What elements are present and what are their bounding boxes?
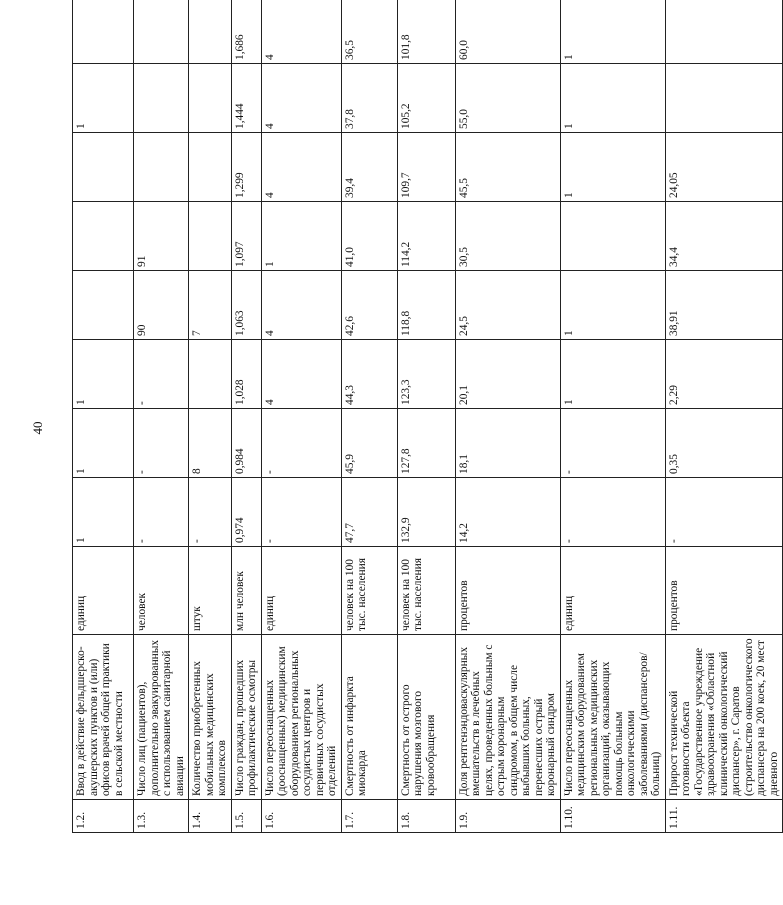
value-cell: 1,097 — [231, 202, 261, 271]
unit-cell: человек на 100 тыс. населения — [341, 547, 397, 635]
value-cell: - — [560, 409, 665, 478]
indicator-name: Число граждан, прошедших профилактические осмотры — [231, 635, 261, 800]
value-cell: 34,4 — [665, 202, 783, 271]
table-row — [261, 0, 341, 833]
value-cell: 55,0 — [455, 64, 560, 133]
row-number: 1.3. — [134, 800, 189, 833]
value-cell: 1 — [73, 340, 134, 409]
value-cell: 132,9 — [397, 478, 455, 547]
value-cell: 14,2 — [455, 478, 560, 547]
value-cell: 18,1 — [455, 409, 560, 478]
value-cell: 1 — [560, 64, 665, 133]
value-cell — [189, 64, 232, 133]
value-cell: 30,5 — [455, 202, 560, 271]
value-cell: 20,1 — [455, 340, 560, 409]
row-number: 1.7. — [341, 800, 397, 833]
value-cell: 109,7 — [397, 133, 455, 202]
indicator-name: Доля рентгенэндоваскулярных вмешательств в лечебных целях, проведенных больным с острым коронарным синдромом, в общем числе выбывших больных, перенесших острый коронарный синдром — [455, 635, 560, 800]
value-cell: 90 — [134, 271, 189, 340]
rotated-page — [72, 0, 780, 833]
value-cell: 24,05 — [665, 133, 783, 202]
value-cell: 1 — [73, 478, 134, 547]
value-cell: - — [134, 409, 189, 478]
value-cell: 1 — [560, 0, 665, 64]
value-cell: 127,8 — [397, 409, 455, 478]
value-cell — [189, 340, 232, 409]
value-cell — [665, 0, 783, 64]
value-cell: 118,8 — [397, 271, 455, 340]
unit-cell: млн человек — [231, 547, 261, 635]
indicator-name: Прирост технической готовности объекта «Государственное учреждение здравоохранения «Областной клинический онкологический диспансер», г. Саратов (строительство онкологического диспансера на 200 коек, 20 мест дневного — [665, 635, 783, 800]
value-cell: 47,7 — [341, 478, 397, 547]
table-row — [341, 0, 397, 833]
unit-cell: единиц — [73, 547, 134, 635]
value-cell: - — [261, 409, 341, 478]
unit-cell: человек на 100 тыс. населения — [397, 547, 455, 635]
value-cell — [134, 133, 189, 202]
table-row — [189, 0, 232, 833]
value-cell — [189, 133, 232, 202]
value-cell: - — [134, 340, 189, 409]
row-number: 1.4. — [189, 800, 232, 833]
value-cell: 2,29 — [665, 340, 783, 409]
page-number: 40 — [30, 421, 45, 435]
value-cell: 4 — [261, 340, 341, 409]
row-number: 1.11. — [665, 800, 783, 833]
indicator-name: Число переоснащенных (дооснащенных) медицинским оборудованием региональных сосудистых центров и первичных сосудистых отделений — [261, 635, 341, 800]
value-cell: 39,4 — [341, 133, 397, 202]
row-number: 1.2. — [73, 800, 134, 833]
value-cell: 1 — [560, 271, 665, 340]
value-cell — [665, 64, 783, 133]
value-cell: 38,91 — [665, 271, 783, 340]
value-cell: - — [665, 478, 783, 547]
value-cell: 1,299 — [231, 133, 261, 202]
value-cell: 1,686 — [231, 0, 261, 64]
indicator-name: Число переоснащенных медицинским оборудованием региональных медицинских организаций, оказывающих помощь больным онкологическими заболеваниями (диспансеров/больниц) — [560, 635, 665, 800]
row-number: 1.9. — [455, 800, 560, 833]
value-cell — [134, 0, 189, 64]
value-cell: 45,5 — [455, 133, 560, 202]
value-cell: - — [560, 478, 665, 547]
value-cell: - — [134, 478, 189, 547]
value-cell: 4 — [261, 0, 341, 64]
value-cell: 4 — [261, 64, 341, 133]
unit-cell: штук — [189, 547, 232, 635]
table-row — [73, 0, 134, 833]
unit-cell: процентов — [665, 547, 783, 635]
value-cell: - — [189, 478, 232, 547]
value-cell: 1 — [73, 64, 134, 133]
value-cell — [73, 271, 134, 340]
indicator-name: Число лиц (пациентов), дополнительно эвакуированных с использованием санитарной авиации — [134, 635, 189, 800]
value-cell: 45,9 — [341, 409, 397, 478]
table-row — [455, 0, 560, 833]
indicator-name: Количество приобретенных мобильных медицинских комплексов — [189, 635, 232, 800]
value-cell — [73, 133, 134, 202]
indicator-name: Смертность от острого нарушения мозгового кровообращения — [397, 635, 455, 800]
value-cell: 1,028 — [231, 340, 261, 409]
unit-cell: человек — [134, 547, 189, 635]
row-number: 1.8. — [397, 800, 455, 833]
value-cell — [134, 64, 189, 133]
indicator-name: Ввод в действие фельдшерско-акушерских пунктов и (или) офисов врачей общей практики в сельской местности — [73, 635, 134, 800]
table-row — [134, 0, 189, 833]
value-cell: 0,984 — [231, 409, 261, 478]
value-cell: 24,5 — [455, 271, 560, 340]
value-cell: 1,444 — [231, 64, 261, 133]
value-cell: 1 — [560, 133, 665, 202]
value-cell — [189, 0, 232, 64]
value-cell: 1 — [261, 202, 341, 271]
value-cell — [560, 202, 665, 271]
value-cell: 44,3 — [341, 340, 397, 409]
row-number: 1.5. — [231, 800, 261, 833]
value-cell: 7 — [189, 271, 232, 340]
value-cell — [189, 202, 232, 271]
value-cell: 0,974 — [231, 478, 261, 547]
table-row — [397, 0, 455, 833]
table-row — [231, 0, 261, 833]
value-cell: 101,8 — [397, 0, 455, 64]
value-cell: 123,3 — [397, 340, 455, 409]
value-cell: 36,5 — [341, 0, 397, 64]
value-cell: 8 — [189, 409, 232, 478]
value-cell: 42,6 — [341, 271, 397, 340]
indicator-name: Смертность от инфаркта миокарда — [341, 635, 397, 800]
unit-cell: процентов — [455, 547, 560, 635]
value-cell: 60,0 — [455, 0, 560, 64]
value-cell: 91 — [134, 202, 189, 271]
indicators-table — [72, 0, 783, 833]
value-cell — [73, 202, 134, 271]
value-cell: - — [261, 478, 341, 547]
value-cell: 1 — [73, 409, 134, 478]
unit-cell: единиц — [261, 547, 341, 635]
value-cell: 1 — [560, 340, 665, 409]
table-row — [665, 0, 783, 833]
table-row — [560, 0, 665, 833]
value-cell: 37,8 — [341, 64, 397, 133]
value-cell: 0,35 — [665, 409, 783, 478]
value-cell: 4 — [261, 133, 341, 202]
row-number: 1.6. — [261, 800, 341, 833]
value-cell: 4 — [261, 271, 341, 340]
value-cell: 114,2 — [397, 202, 455, 271]
value-cell: 1,063 — [231, 271, 261, 340]
row-number: 1.10. — [560, 800, 665, 833]
value-cell: 41,0 — [341, 202, 397, 271]
value-cell: 105,2 — [397, 64, 455, 133]
unit-cell: единиц — [560, 547, 665, 635]
value-cell — [73, 0, 134, 64]
